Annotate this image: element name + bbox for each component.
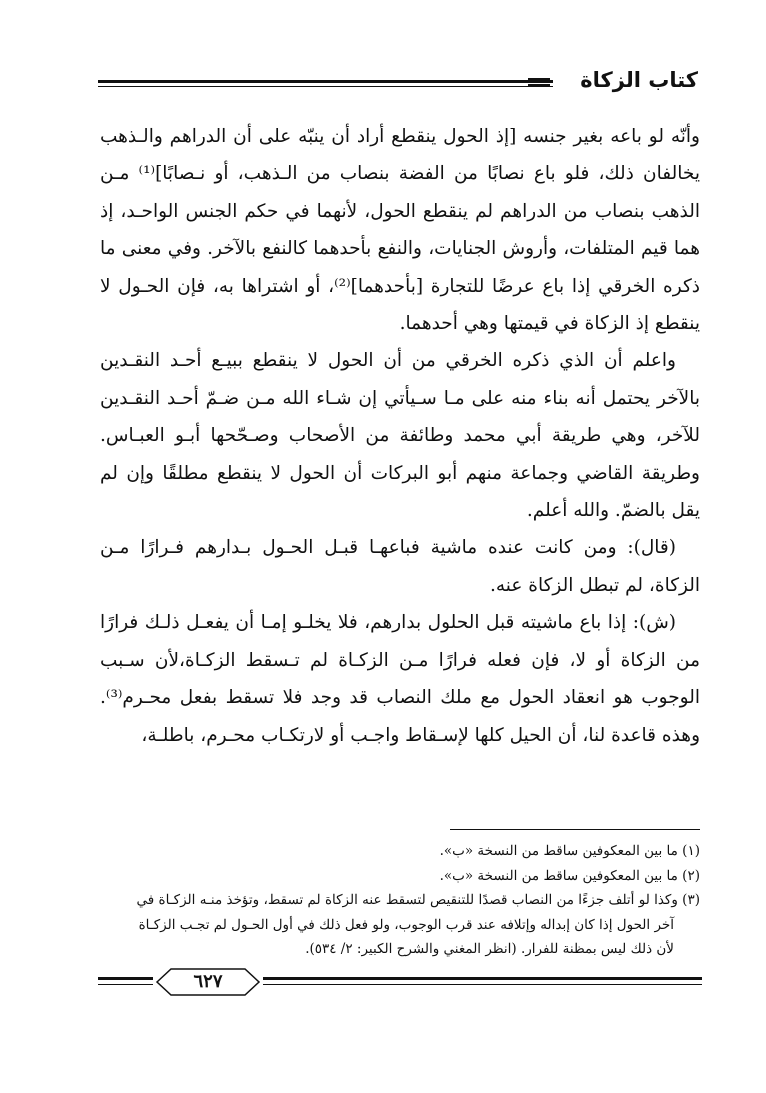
footnote-separator (450, 829, 700, 830)
footnotes (100, 839, 700, 962)
page-footer (98, 965, 702, 1001)
header-rule-thick (98, 80, 553, 83)
paragraph-4: (ش): إذا باع ماشيته قبل الحلول بدارهم، فلا يخلـو إمـا أن يفعـل ذلـك فرارًا من الزكاة أو لا، فإن فعله فرارًا مـن الزكـاة لم تـسقط الزكـاة،لأن سـبب الوجوب هو انعقاد الحول مع ملك النصاب قد وجد فلا تسقط بفعل محـرم⁽³⁾. وهذه قاعدة لنا، أن الحيل كلها لإسـقاط واجـب أو لارتكـاب محـرم، باطلـة، (100, 612, 700, 746)
footnote-3: (٣) وكذا لو أتلف جزءًا من النصاب قصدًا للتنقيص لتسقط عنه الزكاة لم تسقط، وتؤخذ منـه الزكـاة في (136, 892, 700, 908)
paragraph-3: (قال): ومن كانت عنده ماشية فباعهـا قبـل الحـول بـدارهم فـرارًا مـن الزكاة، لم تبطل الزكاة عنه. (100, 537, 700, 596)
footnote-3-continued: آخر الحول إذا كان إبداله وإتلافه عند قرب الوجوب، ولو فعل ذلك في أول الحـول لم تجـب الزكـاة (138, 916, 674, 933)
footnote-2: (٢) ما بين المعكوفين ساقط من النسخة «ب». (439, 867, 700, 884)
footnote-3-end: لأن ذلك ليس بمظنة للفرار. (انظر المغني والشرح الكبير: ٢/ ٥٣٤). (305, 941, 674, 957)
page-number: ٦٢٧ (193, 971, 223, 992)
footnote-1: (١) ما بين المعكوفين ساقط من النسخة «ب». (439, 843, 700, 859)
header-ornament (528, 78, 550, 90)
header-rule-thin (98, 86, 553, 87)
paragraph-2: واعلم أن الذي ذكره الخرقي من أن الحول لا ينقطع ببيـع أحـد النقـدين بالآخر يحتمل أنه بناء منه على مـا سـيأتي إن شـاء الله مـن ضـمّ أحـد النقـدين للآخر، وهي طريقة أبي محمد وطائفة من الأصحاب وصـحّحها أبـو العبـاس. وطريقة القاضي وجماعة منهم أبو البركات أن الحول لا ينقطع مطلقًا وإن لم يقل بالضمّ. والله أعلم. (100, 350, 700, 522)
paragraph-1: وأنّه لو باعه بغير جنسه [إذ الحول ينقطع أراد أن ينبّه على أن الدراهم والـذهب يخالفان ذلك، فلو باع نصابًا من الفضة بنصاب من الـذهب، أو نـصابًا]⁽¹⁾ مـن الذهب بنصاب من الدراهم لم ينقطع الحول، لأنهما في حكم الجنس الواحـد، إذ هما قيم المتلفات، وأروش الجنايات، والنفع بأحدهما كالنفع بالآخر. وفي معنى ما ذكره الخرقي إذا باع عرضًا للتجارة [بأحدهما]⁽²⁾، أو اشتراها به، فإن الحـول لا ينقطع إذ الزكاة في قيمتها وهي أحدهما. (100, 126, 700, 335)
chapter-title: كتاب الزكاة (580, 68, 698, 92)
running-header (98, 66, 698, 106)
main-text (100, 118, 700, 754)
page-number-frame (153, 967, 263, 997)
